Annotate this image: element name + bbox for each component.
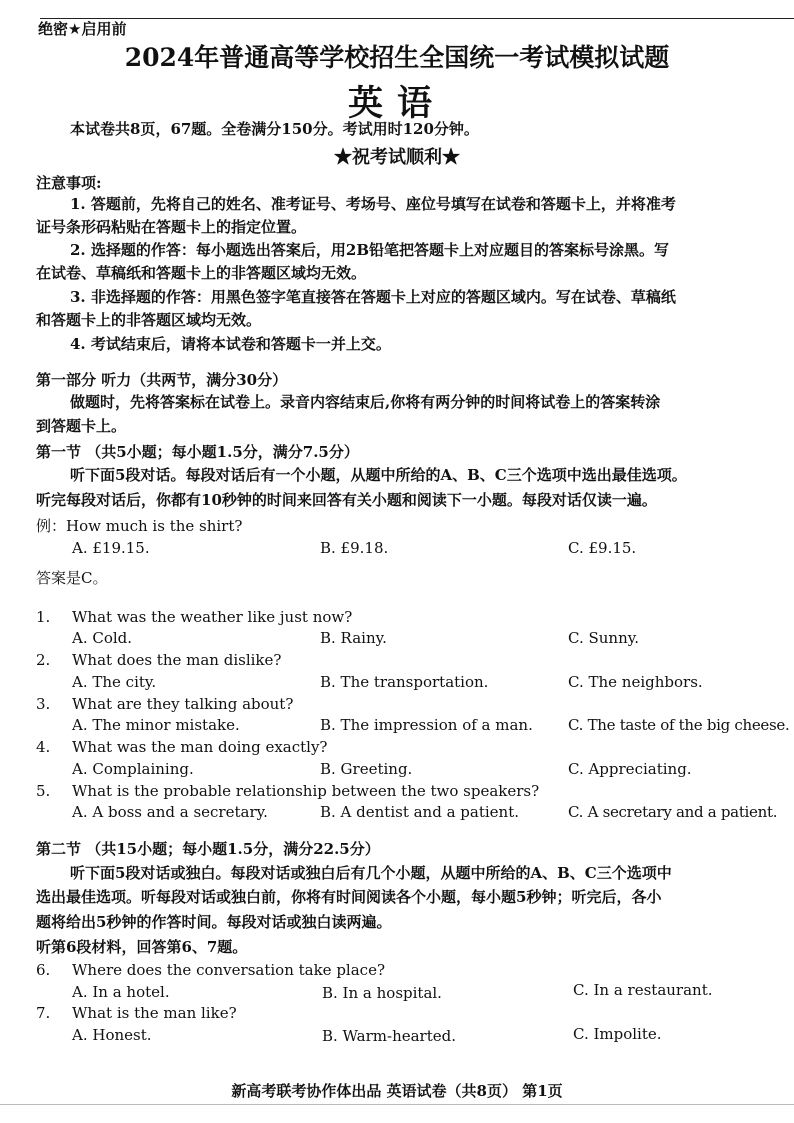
part1-intro-line: 做题时，先将答案标在试卷上。录音内容结束后,你将有两分钟的时间将试卷上的答案转涂 — [70, 393, 661, 411]
example-answer: 答案是C。 — [36, 569, 108, 587]
confidential-label: 绝密★启用前 — [38, 20, 127, 38]
option-a: A. A boss and a secretary. — [72, 803, 268, 821]
option-a: A. In a hotel. — [72, 983, 170, 1001]
question-text: What was the weather like just now? — [72, 608, 353, 626]
option-b: B. In a hospital. — [322, 984, 442, 1002]
option-a: A. Honest. — [72, 1026, 152, 1044]
option-b: B. The transportation. — [320, 673, 489, 691]
option-c: C. Impolite. — [573, 1025, 662, 1043]
option-b: B. Greeting. — [320, 760, 413, 778]
option-b: B. Rainy. — [320, 629, 387, 647]
note-line: 和答题卡上的非答题区域均无效。 — [36, 311, 262, 329]
notes-heading: 注意事项: — [36, 174, 102, 192]
option-c: C. Sunny. — [568, 629, 639, 647]
question-text: Where does the conversation take place? — [72, 961, 385, 979]
question-text: What are they talking about? — [72, 695, 294, 713]
exam-title: 2024年普通高等学校招生全国统一考试模拟试题 — [124, 43, 670, 72]
note-line: 3. 非选择题的作答：用黑色签字笔直接答在答题卡上对应的答题区域内。写在试卷、草稿纸 — [70, 288, 676, 306]
question-number: 3. — [36, 695, 51, 713]
example-option-a: A. £19.15. — [72, 539, 150, 557]
note-line: 2. 选择题的作答：每小题选出答案后，用2B铅笔把答题卡上对应题目的答案标号涂黑。写 — [70, 241, 670, 259]
question-text: What was the man doing exactly? — [72, 738, 328, 756]
option-c: C. The taste of the big cheese. — [568, 716, 790, 734]
example-question: 例：How much is the shirt? — [36, 517, 243, 535]
question-text: What is the man like? — [72, 1004, 237, 1022]
option-a: A. Cold. — [72, 629, 133, 647]
material-instruction: 听第6段材料，回答第6、7题。 — [36, 938, 248, 956]
part1-heading: 第一部分 听力（共两节，满分30分） — [36, 371, 288, 389]
question-number: 5. — [36, 782, 51, 800]
question-number: 6. — [36, 961, 51, 979]
option-b: B. Warm-hearted. — [322, 1027, 457, 1045]
good-luck-line: ★祝考试顺利★ — [334, 147, 460, 168]
section1-heading: 第一节 （共5小题；每小题1.5分，满分7.5分） — [36, 443, 359, 461]
page-footer: 新高考联考协作体出品 英语试卷（共8页） 第1页 — [231, 1082, 563, 1100]
option-a: A. The minor mistake. — [72, 716, 240, 734]
exam-info: 本试卷共8页，67题。全卷满分150分。考试用时120分钟。 — [70, 120, 479, 138]
note-line: 1. 答题前，先将自己的姓名、准考证号、考场号、座位号填写在试卷和答题卡上，并将准考 — [70, 195, 676, 213]
option-c: C. In a restaurant. — [573, 981, 713, 999]
question-text: What is the probable relationship between the two speakers? — [72, 782, 540, 800]
option-b: B. A dentist and a patient. — [320, 803, 520, 821]
part1-intro-line: 到答题卡上。 — [36, 417, 127, 435]
section1-intro-line: 听下面5段对话。每段对话后有一个小题，从题中所给的A、B、C三个选项中选出最佳选项。 — [70, 466, 687, 484]
section1-intro-line: 听完每段对话后，你都有10秒钟的时间来回答有关小题和阅读下一小题。每段对话仅读一遍。 — [36, 491, 657, 509]
question-number: 4. — [36, 738, 51, 756]
question-number: 2. — [36, 651, 51, 669]
option-a: A. The city. — [72, 673, 157, 691]
note-line: 4. 考试结束后，请将本试卷和答题卡一并上交。 — [70, 335, 391, 353]
option-a: A. Complaining. — [72, 760, 194, 778]
option-c: C. A secretary and a patient. — [568, 803, 778, 821]
option-c: C. The neighbors. — [568, 673, 703, 691]
question-number: 1. — [36, 608, 51, 626]
section2-heading: 第二节 （共15小题；每小题1.5分，满分22.5分） — [36, 840, 380, 858]
question-number: 7. — [36, 1004, 51, 1022]
example-option-c: C. £9.15. — [568, 539, 637, 557]
note-line: 证号条形码粘贴在答题卡上的指定位置。 — [36, 218, 307, 236]
section2-intro-line: 选出最佳选项。听每段对话或独白前，你将有时间阅读各个小题，每小题5秒钟；听完后，各小 — [36, 888, 662, 906]
subject-title: 英语 — [347, 83, 446, 124]
bottom-divider — [0, 1104, 794, 1105]
top-divider — [40, 18, 794, 19]
note-line: 在试卷、草稿纸和答题卡上的非答题区域均无效。 — [36, 264, 367, 282]
section2-intro-line: 听下面5段对话或独白。每段对话或独白后有几个小题，从题中所给的A、B、C三个选项中 — [70, 864, 672, 882]
example-option-b: B. £9.18. — [320, 539, 389, 557]
section2-intro-line: 题将给出5秒钟的作答时间。每段对话或独白读两遍。 — [36, 913, 392, 931]
question-text: What does the man dislike? — [72, 651, 282, 669]
option-c: C. Appreciating. — [568, 760, 692, 778]
option-b: B. The impression of a man. — [320, 716, 533, 734]
